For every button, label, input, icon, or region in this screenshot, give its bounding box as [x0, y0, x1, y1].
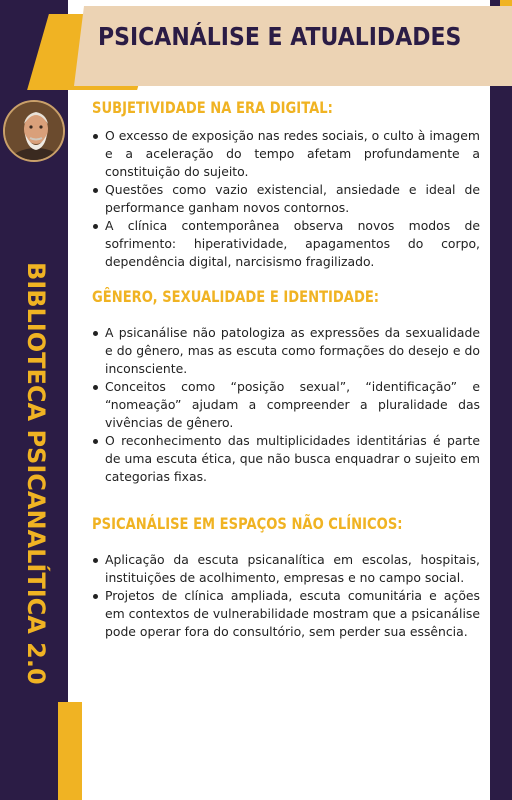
list-item: Conceitos como “posição sexual”, “identificação” e “nomeação” ajudam a compreender a pluralidade das vivências de gênero. — [105, 379, 480, 430]
author-portrait — [3, 100, 65, 162]
bullet-list — [90, 127, 480, 271]
list-item: Questões como vazio existencial, ansiedade e ideal de performance ganham novos contornos. — [105, 182, 480, 215]
section-subjetividade — [90, 98, 480, 271]
section-genero — [90, 287, 480, 486]
list-item: O reconhecimento das multiplicidades identitárias é parte de uma escuta ética, que não busca enquadrar o sujeito em categorias fixas. — [105, 433, 480, 484]
main-content — [90, 96, 480, 641]
page-title: PSICANÁLISE E ATUALIDADES — [98, 22, 462, 51]
list-item: A clínica contemporânea observa novos modos de sofrimento: hiperatividade, apagamentos do corpo, dependência digital, narcisismo fragilizado. — [105, 218, 480, 269]
section-title: PSICANÁLISE EM ESPAÇOS NÃO CLÍNICOS: — [92, 514, 403, 533]
list-item: Projetos de clínica ampliada, escuta comunitária e ações em contextos de vulnerabilidade mostram que a psicanálise pode operar fora do consultório, sem perder sua essência. — [105, 588, 480, 639]
list-item: Aplicação da escuta psicanalítica em escolas, hospitais, instituições de acolhimento, empresas e no campo social. — [105, 552, 480, 585]
section-title: GÊNERO, SEXUALIDADE E IDENTIDADE: — [92, 287, 380, 306]
list-item: A psicanálise não patologiza as expressões da sexualidade e do gênero, mas as escuta como formações do desejo e do inconsciente. — [105, 325, 480, 376]
right-border-band — [490, 0, 512, 800]
vertical-series-title: BIBLIOTECA PSICANALÍTICA 2.0 — [22, 262, 50, 685]
bullet-list — [90, 324, 480, 486]
section-title: SUBJETIVIDADE NA ERA DIGITAL: — [92, 98, 333, 117]
bullet-list — [90, 551, 480, 641]
section-espacos — [90, 514, 480, 641]
gold-accent-bottom-left — [58, 702, 82, 800]
list-item: O excesso de exposição nas redes sociais, o culto à imagem e a aceleração do tempo afetam profundamente a constituição do sujeito. — [105, 128, 480, 179]
